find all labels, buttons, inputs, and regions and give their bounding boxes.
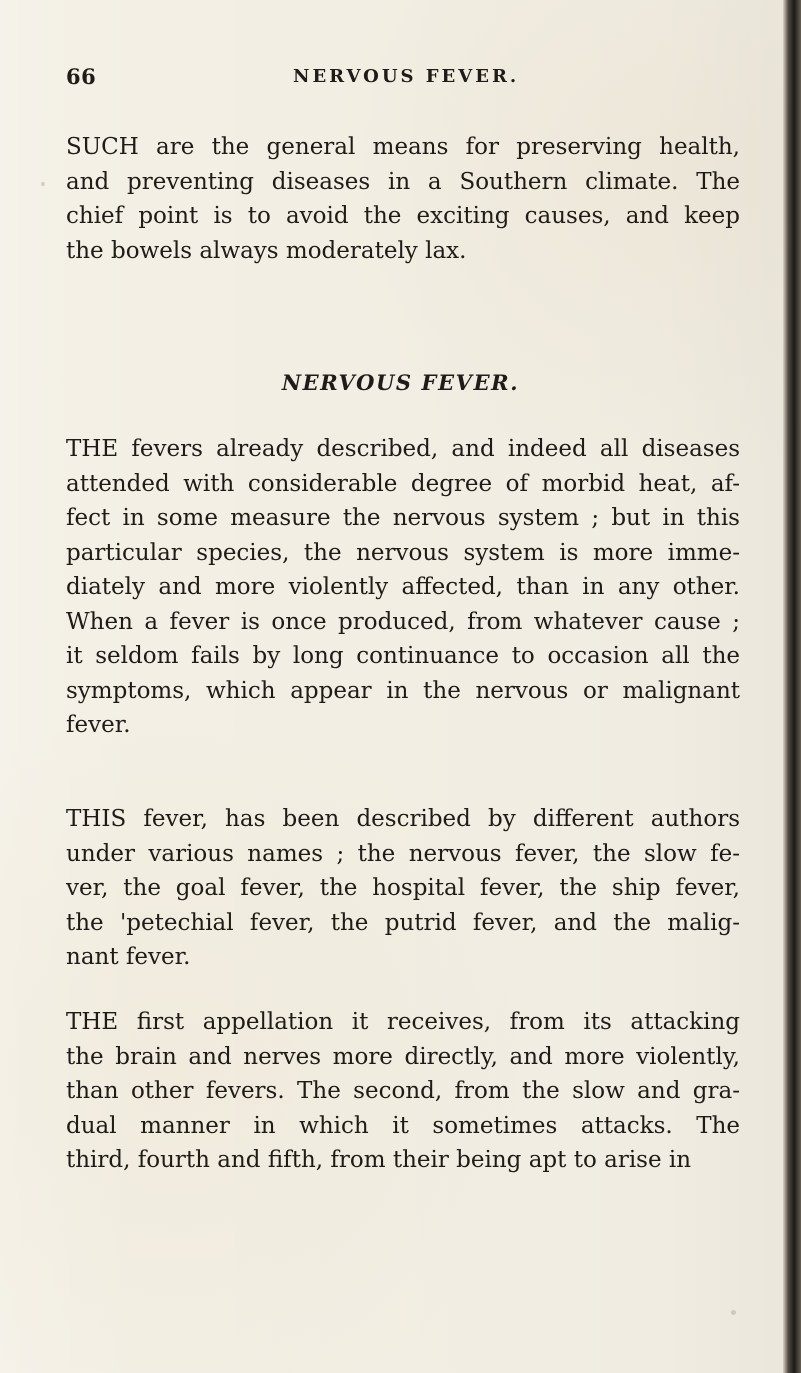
- paragraph-2-line-4: the 'petechial fever, the putrid fever, and the malig-: [66, 909, 740, 936]
- page-number: 66: [66, 64, 97, 89]
- paragraph-3-line-3: than other fevers. The second, from the slow and gra-: [66, 1078, 740, 1104]
- paragraph-2-line-2: under various names ; the nervous fever, the slow fe-: [66, 840, 740, 867]
- paragraph-2: [66, 802, 740, 975]
- paragraph-1-line-6: When a fever is once produced, from whatever cause ;: [66, 608, 740, 635]
- paragraph-3-line-4: dual manner in which it sometimes attacks. The: [66, 1112, 740, 1139]
- paper-speck: [562, 652, 565, 655]
- paragraph-2-line-1: THIS fever, has been described by different authors: [66, 806, 740, 832]
- paragraph-2-line-5: nant fever.: [66, 944, 191, 970]
- paragraph-3: [66, 1005, 740, 1178]
- running-head: [66, 64, 686, 94]
- intro-line-2: and preventing diseases in a Southern climate. The: [66, 168, 740, 195]
- paper-speck: [731, 1310, 736, 1315]
- paragraph-3-line-1: THE first appellation it receives, from its attacking: [66, 1009, 740, 1035]
- intro-paragraph: [66, 130, 740, 268]
- paragraph-1-line-5: diately and more violently affected, than in any other.: [66, 574, 740, 600]
- paragraph-2-line-3: ver, the goal fever, the hospital fever, the ship fever,: [66, 875, 740, 901]
- intro-line-1: SUCH are the general means for preserving health,: [66, 134, 740, 160]
- paragraph-1-line-7: it seldom fails by long continuance to occasion all the: [66, 643, 740, 669]
- paragraph-1-line-4: particular species, the nervous system is more imme-: [66, 539, 740, 566]
- paragraph-3-line-5: third, fourth and fifth, from their being apt to arise in: [66, 1147, 692, 1173]
- intro-line-3: chief point is to avoid the exciting causes, and keep: [66, 203, 740, 229]
- paper-speck: [41, 182, 45, 186]
- paragraph-3-line-2: the brain and nerves more directly, and more violently,: [66, 1043, 740, 1070]
- book-gutter: [783, 0, 801, 1373]
- paragraph-1-line-3: fect in some measure the nervous system ; but in this: [66, 505, 740, 531]
- paragraph-1-line-9: fever.: [66, 712, 131, 738]
- section-heading: NERVOUS FEVER.: [281, 370, 520, 395]
- intro-line-4: the bowels always moderately lax.: [66, 237, 467, 264]
- paragraph-1-line-8: symptoms, which appear in the nervous or malignant: [66, 677, 740, 704]
- paragraph-1: [66, 432, 740, 743]
- paragraph-1-line-1: THE fevers already described, and indeed all diseases: [66, 436, 740, 462]
- paragraph-1-line-2: attended with considerable degree of morbid heat, af-: [66, 470, 740, 497]
- header-title: NERVOUS FEVER.: [293, 66, 520, 87]
